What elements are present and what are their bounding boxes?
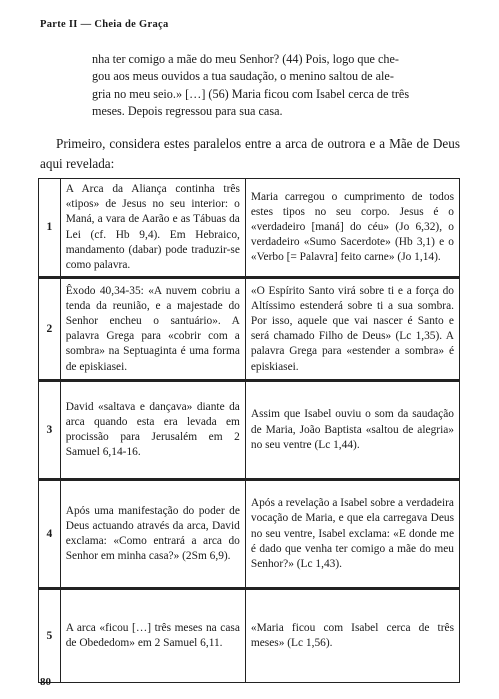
quote-line: gou aos meus ouvidos a tua saudação, o menino saltou de ale- [92, 69, 394, 84]
row-number: 4 [39, 480, 61, 589]
ark-cell: Êxodo 40,34-35: «A nuvem cobriu a tenda da reunião, e a majestade do Senhor encheu o santuário». A palavra Grega para «cobrir com a sombra» na Septuaginta é uma forma de episkiasei. [60, 278, 245, 381]
table-row [39, 480, 460, 589]
ark-cell: A Arca da Aliança continha três «tipos» de Jesus no seu interior: o Maná, a vara de Aarão e as Tábuas da Lei (cf. Hb 9,4). Em Hebraico, mandamento (dabar) pode traduzir-se como palavra. [60, 179, 245, 278]
row-number: 3 [39, 381, 61, 480]
row-number: 1 [39, 179, 61, 278]
quote-block [92, 51, 460, 121]
intro-text: Primeiro, considera estes paralelos entre a arca de outrora e a Mãe de Deus aqui revelada: [40, 136, 460, 171]
quote-line: nha ter comigo a mãe do meu Senhor? (44) Pois, logo que che- [92, 52, 399, 66]
mary-cell: Assim que Isabel ouviu o som da saudação de Maria, João Baptista «saltou de alegria» no seu ventre (Lc 1,44). [245, 381, 459, 480]
running-header: Parte II — Cheia de Graça [40, 19, 169, 30]
table-row [39, 179, 460, 278]
ark-cell: Após uma manifestação do poder de Deus actuando através da arca, David exclama: «Como entrará a arca do Senhor em minha casa?» (2Sm 6,9). [60, 480, 245, 589]
page-number: 80 [40, 676, 51, 688]
quote-line: gria no meu seio.» […] (56) Maria ficou com Isabel cerca de três [92, 86, 410, 101]
mary-cell: «Maria ficou com Isabel cerca de três meses» (Lc 1,56). [245, 589, 459, 683]
parallels-table [38, 178, 460, 683]
table-row [39, 278, 460, 381]
row-number: 2 [39, 278, 61, 381]
row-number: 5 [39, 589, 61, 683]
mary-cell: Após a revelação a Isabel sobre a verdadeira vocação de Maria, e que ela carregava Deus no seu ventre, Isabel exclama: «E donde me é dado que venha ter comigo a mãe do meu Senhor?» (Lc 1,43). [245, 480, 459, 589]
mary-cell: «O Espírito Santo virá sobre ti e a força do Altíssimo estenderá sobre ti a sua sombra. Por isso, aquele que vai nascer é Santo e será chamado Filho de Deus» (Lc 1,35). A palavra Grega para «estender a sombra» é episkiasei. [245, 278, 459, 381]
mary-cell: Maria carregou o cumprimento de todos estes tipos no seu corpo. Jesus é o «verdadeiro [maná] do céu» (Jo 6,32), o verdadeiro «Sumo Sacerdote» (Hb 3,1) e o «Verbo [= Palavra] feito carne» (Jo 1,14). [245, 179, 459, 278]
table-row [39, 381, 460, 480]
table-row [39, 589, 460, 683]
quote-line: meses. Depois regressou para sua casa. [92, 104, 283, 119]
ark-cell: A arca «ficou […] três meses na casa de Obededom» em 2 Samuel 6,11. [60, 589, 245, 683]
intro-paragraph [40, 134, 460, 173]
ark-cell: David «saltava e dançava» diante da arca quando esta era levada em procissão para Jerusalém em 2 Samuel 6,14-16. [60, 381, 245, 480]
